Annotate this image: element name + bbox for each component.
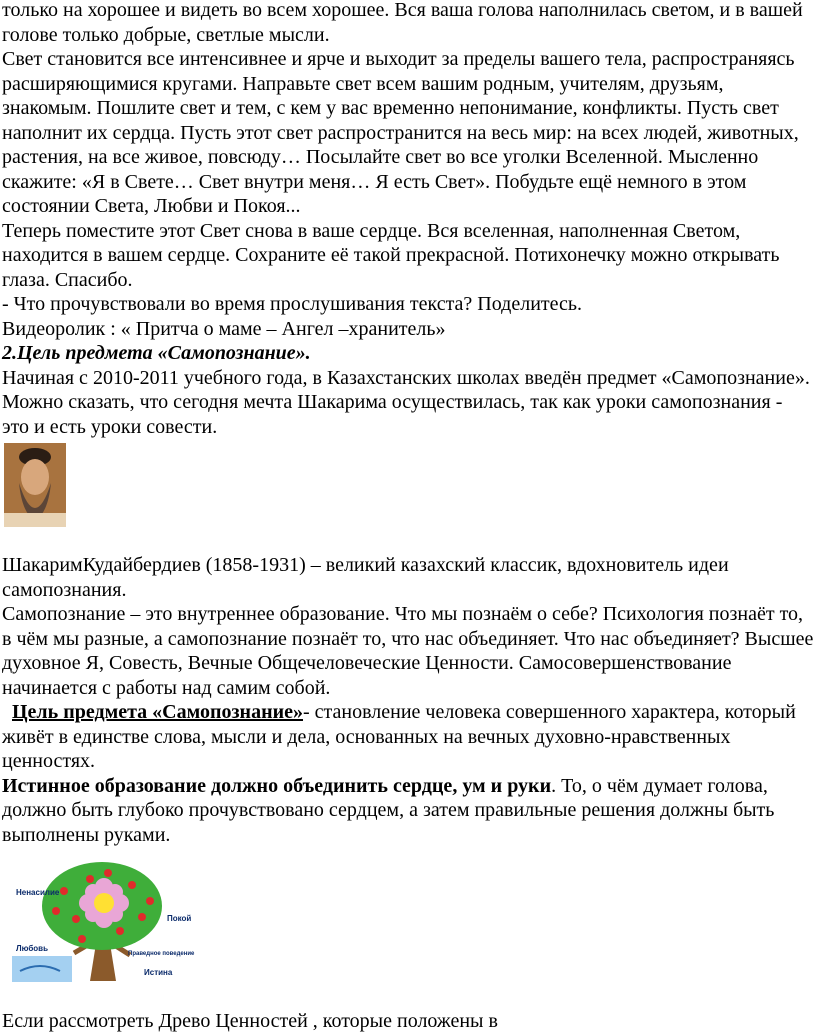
paragraph: ШакаримКудайбердиев (1858-1931) – великий казахский классик, вдохновитель идеи самопознания.	[2, 554, 729, 601]
tree-label-nonviolence: Ненасилие	[16, 888, 60, 897]
paragraph: Если рассмотреть Древо Ценностей , которые положены в	[2, 1010, 498, 1032]
paragraph: Свет становится все интенсивнее и ярче и выходит за пределы вашего тела, распространяясь расширяющимися кругами. Направьте свет всем вашим родным, учителям, друзьям, знакомым. Пошлите свет и тем, с кем у вас временно непонимание, конфликты. Пусть свет наполнит их сердца. Пусть этот свет распространится на весь мир: на всех людей, животных, растения, на все живое, повсюду… Посылайте свет во все уголки Вселенной. Мысленно скажите: «Я в Свете… Свет внутри меня… Я есть Свет». Побудьте ещё немного в этом состоянии Света, Любви и Покоя...	[2, 48, 799, 217]
tree-label-right-conduct: Праведное поведение	[128, 951, 195, 957]
education-text: . То, о чём думает голова, должно быть глубоко прочувствовано сердцем, а затем правильные решения должны быть выполнены руками.	[2, 774, 775, 846]
tree-of-values-image	[2, 861, 814, 987]
shakarim-portrait-image	[4, 443, 66, 527]
paragraph: - Что прочувствовали во время прослушивания текста? Поделитесь.	[2, 293, 583, 315]
portrait-row	[2, 439, 814, 527]
education-bold: Истинное образование должно объединить сердце, ум и руки	[2, 774, 552, 797]
tree-label-peace: Покой	[167, 914, 192, 923]
section-heading: 2.Цель предмета «Самопознание».	[2, 342, 311, 364]
paragraph: Начиная с 2010-2011 учебного года, в Казахстанских школах введён предмет «Самопознание». Можно сказать, что сегодня мечта Шакарима осуществилась, так как уроки самопознания - это и есть уроки совести.	[2, 366, 810, 438]
goal-paragraph	[2, 700, 814, 774]
tree-label-love: Любовь	[16, 944, 49, 953]
paragraph: Видеоролик : « Притча о маме – Ангел –хранитель»	[2, 317, 446, 340]
goal-label: Цель предмета «Самопознание»	[12, 701, 303, 723]
goal-text: - становление человека совершенного характера, который живёт в единстве слова, мысли и дела, основанных на вечных духовно-нравственных ценностях.	[2, 701, 796, 772]
paragraph: Самопознание – это внутреннее образование. Что мы познаём о себе? Психология познаёт то, в чём мы разные, а самопознание познаёт то, что нас объединяет. Что нас объединяет? Высшее духовное Я, Совесть, Вечные Общечеловеческие Ценности. Самосовершенствование начинается с работы над самим собой.	[2, 603, 814, 699]
paragraph: Теперь поместите этот Свет снова в ваше сердце. Вся вселенная, наполненная Светом, находится в вашем сердце. Сохраните её такой прекрасной. Потихонечку можно открывать глаза. Спасибо.	[2, 219, 780, 291]
tree-label-truth: Истина	[144, 968, 173, 977]
document-page	[2, 0, 814, 1034]
paragraph: только на хорошее и видеть во всем хорошее. Вся ваша голова наполнилась светом, и в вашей голове только добрые, светлые мысли.	[2, 0, 803, 46]
education-paragraph	[2, 774, 814, 848]
